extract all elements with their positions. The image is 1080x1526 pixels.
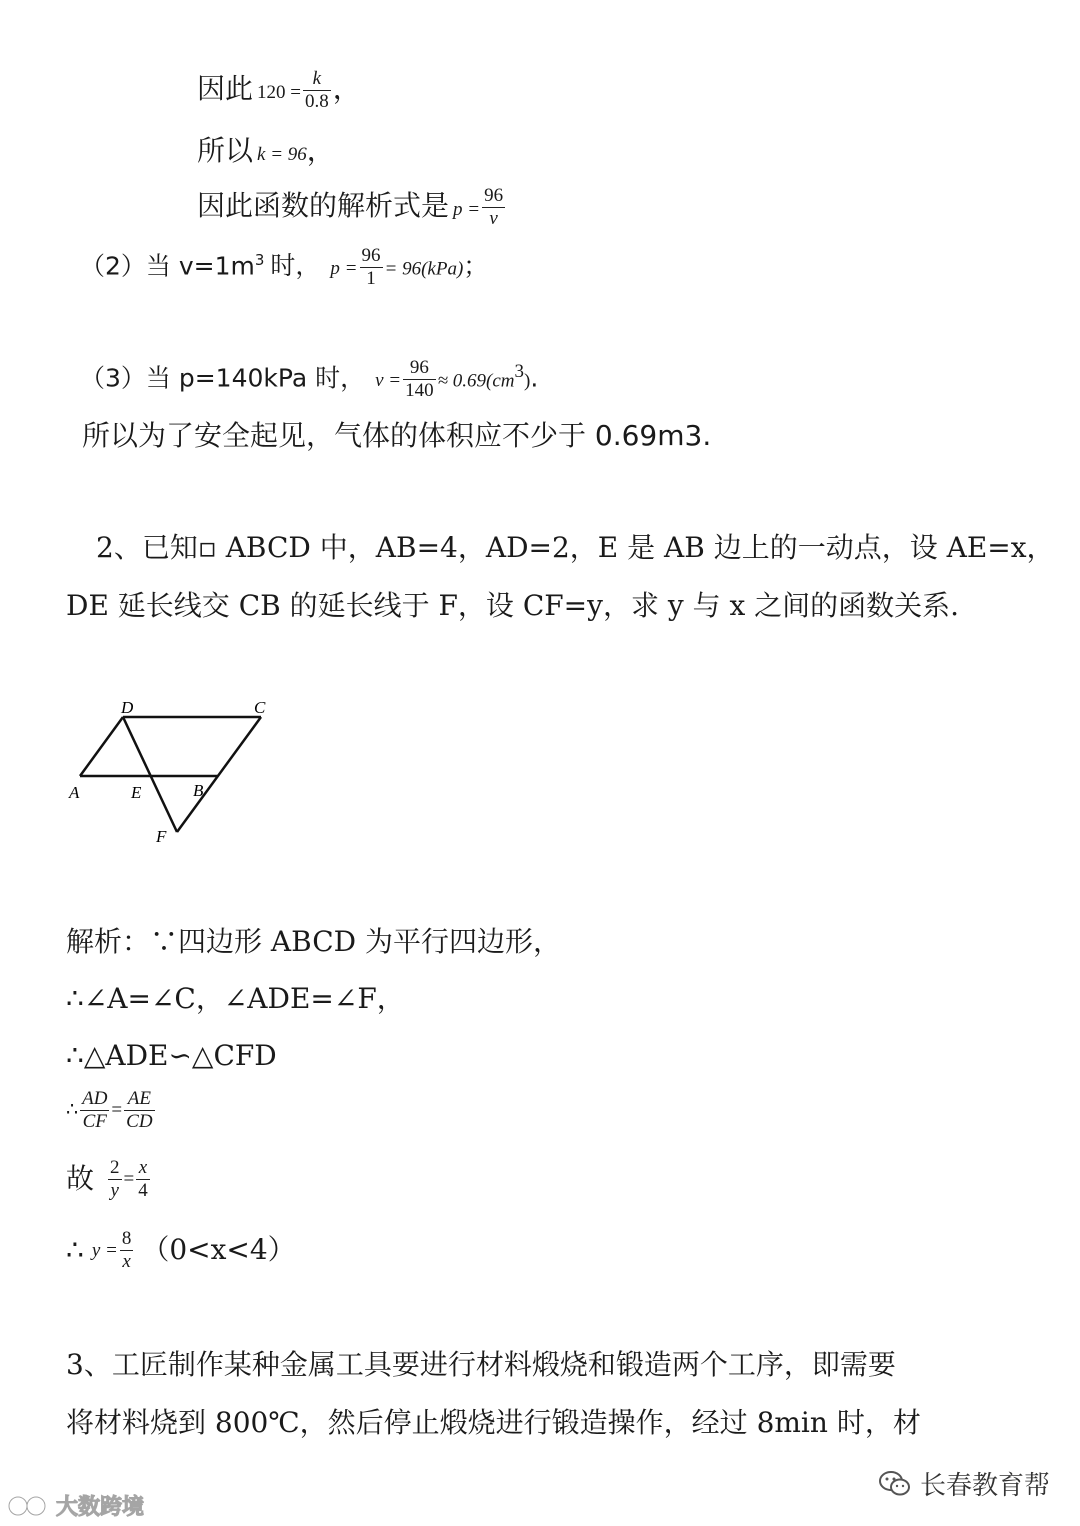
denominator: CD: [126, 1110, 153, 1132]
text: （3）当 p=140kPa 时，: [80, 363, 366, 393]
text: 时，: [270, 251, 321, 281]
numerator: AE: [124, 1088, 154, 1111]
fraction: [108, 1157, 122, 1202]
problem-2-line-1: 2、已知▫ ABCD 中，AB=4，AD=2，E 是 AB 边上的一动点，设 AE=x，: [96, 531, 1055, 564]
watermark-left: [6, 1490, 144, 1521]
text: （2）当 v=1m: [80, 251, 255, 281]
fraction: [136, 1157, 150, 1202]
denominator: x: [122, 1250, 131, 1272]
solution-line-6: [66, 1228, 296, 1273]
denominator: 4: [138, 1179, 148, 1201]
fraction: [360, 245, 383, 290]
math-lhs: v =: [375, 370, 402, 392]
label-c: C: [254, 698, 266, 717]
denominator: y: [110, 1179, 119, 1201]
solution-line-3: ∴△ADE∽△CFD: [66, 1039, 277, 1072]
problem-3-line-1: 3、工匠制作某种金属工具要进行材料煅烧和锻造两个工序，即需要: [66, 1348, 896, 1381]
denominator: 1: [366, 267, 376, 289]
solution-line-5: [66, 1157, 152, 1202]
punct: .: [530, 363, 539, 393]
numerator: AD: [82, 1088, 108, 1109]
numerator: 96: [484, 185, 504, 206]
numerator: x: [136, 1157, 150, 1180]
label-d: D: [121, 698, 134, 717]
solution-line-1: 解析：∵四边形 ABCD 为平行四边形，: [66, 925, 561, 958]
math-rhs: ≈ 0.69(cm: [437, 370, 515, 392]
punct: ，: [332, 71, 361, 105]
solution-line-4: [66, 1088, 157, 1133]
watermark-text: 大数跨境: [56, 1495, 145, 1520]
fraction: [80, 1088, 109, 1133]
text: 所以: [197, 134, 254, 167]
domain-text: （0<x<4）: [141, 1233, 296, 1267]
math-lhs: p =: [453, 198, 481, 220]
watermark-text: 长春教育帮: [919, 1471, 1050, 1501]
superscript: 3: [514, 361, 525, 383]
numerator: 96: [403, 357, 436, 380]
therefore-symbol: ∴: [66, 1233, 84, 1267]
segment-da: [80, 717, 123, 776]
fraction: [403, 357, 436, 402]
parallelogram-figure: [60, 690, 300, 850]
denominator: v: [489, 207, 498, 229]
text: 因此: [197, 71, 254, 105]
label-b: B: [193, 781, 204, 800]
fraction: [124, 1088, 154, 1133]
part-3-line: [80, 357, 538, 402]
label-f: F: [156, 827, 167, 846]
denominator: 140: [405, 379, 434, 401]
punct: ；: [463, 251, 489, 281]
line-2: [197, 134, 335, 167]
math-lhs: p =: [330, 258, 358, 280]
numerator: 8: [121, 1228, 132, 1249]
math-lhs: y =: [91, 1239, 118, 1261]
math-expr: k = 96: [257, 144, 307, 165]
label-a: A: [69, 783, 80, 802]
superscript: 3: [254, 251, 265, 270]
fraction: [482, 185, 505, 230]
watermark-right: [878, 1465, 1050, 1502]
brand-logo-icon: [6, 1492, 50, 1520]
math-rhs: = 96(kPa): [384, 258, 464, 280]
wechat-icon: [878, 1469, 912, 1499]
solution-line-2: ∴∠A=∠C，∠ADE=∠F，: [66, 982, 405, 1015]
denominator: CF: [82, 1110, 107, 1132]
punct: ，: [306, 134, 335, 167]
numerator: 96: [361, 245, 381, 266]
therefore-symbol: ∴: [66, 1099, 79, 1121]
equals: =: [123, 1168, 135, 1190]
numerator: 2: [110, 1157, 120, 1178]
segment-cf: [177, 717, 261, 832]
math-close: ): [524, 370, 531, 392]
conclusion-line: 所以为了安全起见，气体的体积应不少于 0.69m3.: [82, 419, 712, 452]
equals: =: [111, 1099, 123, 1121]
math-lhs: 120 =: [257, 81, 301, 103]
line-3: [197, 185, 507, 230]
fraction: [303, 68, 331, 113]
text: 故: [66, 1162, 95, 1196]
part-2-line: [80, 245, 488, 290]
problem-2-line-2: DE 延长线交 CB 的延长线于 F，设 CF=y，求 y 与 x 之间的函数关系.: [66, 589, 960, 622]
segment-df: [123, 717, 177, 832]
problem-3-line-2: 将材料烧到 800℃，然后停止煅烧进行锻造操作，经过 8min 时，材: [66, 1406, 921, 1439]
denominator: 0.8: [304, 90, 329, 112]
numerator: k: [303, 68, 331, 91]
text: 因此函数的解析式是: [197, 188, 450, 222]
line-1: [197, 68, 361, 113]
fraction: [120, 1228, 134, 1273]
label-e: E: [131, 783, 142, 802]
